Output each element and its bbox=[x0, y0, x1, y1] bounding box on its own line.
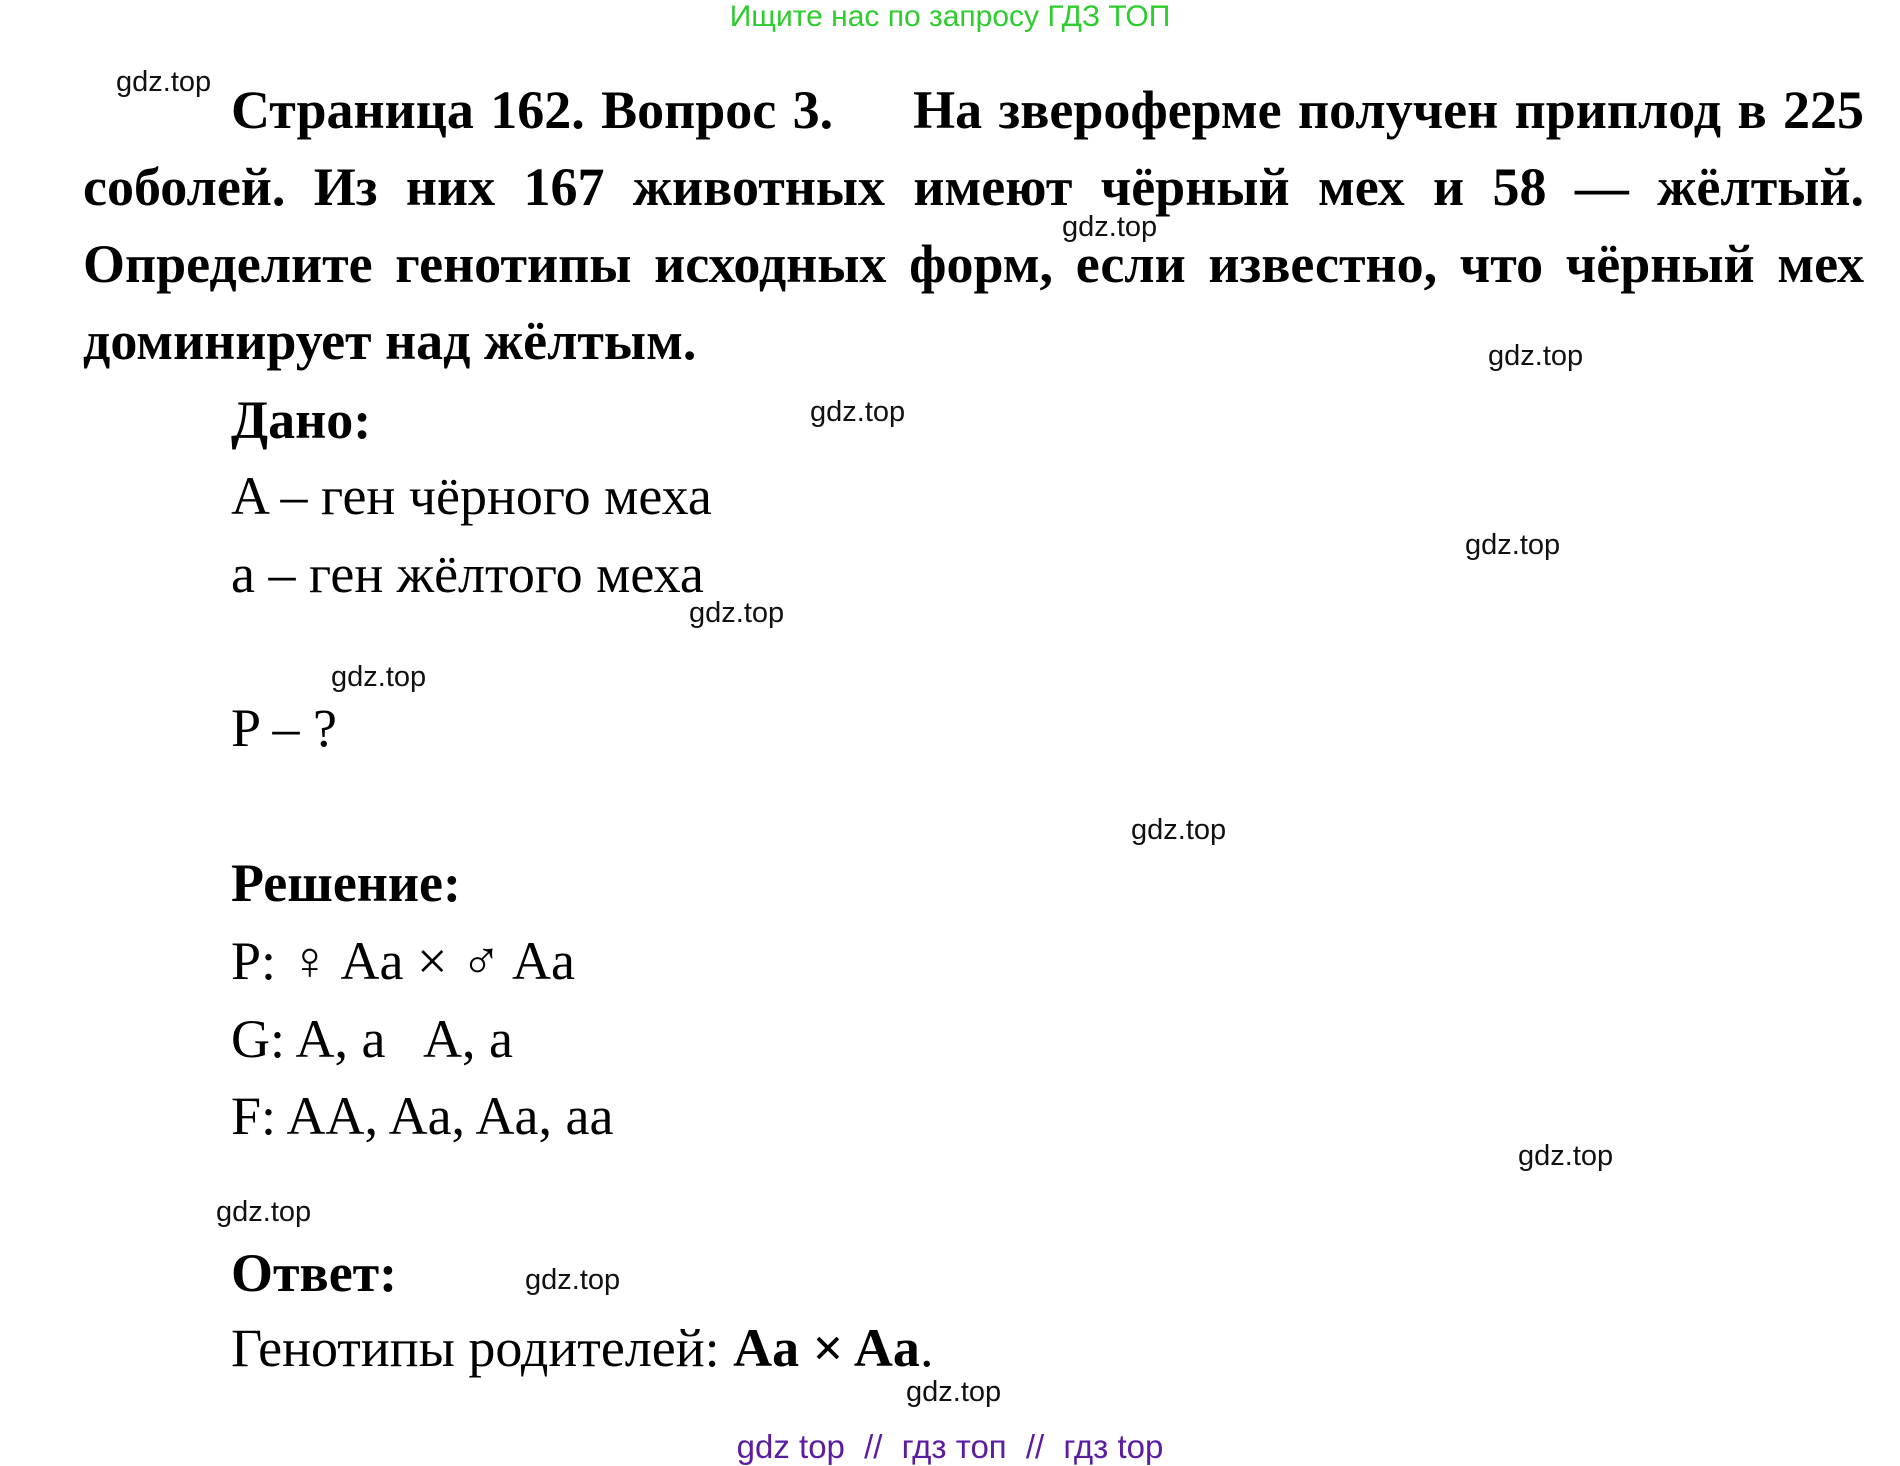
footer-links bbox=[0, 1428, 1900, 1466]
watermark: gdz.top bbox=[1465, 529, 1561, 561]
answer-prefix: Генотипы родителей: bbox=[231, 1318, 734, 1378]
watermark: gdz.top bbox=[810, 396, 906, 428]
watermark: gdz.top bbox=[331, 661, 427, 693]
find-line: P – ? bbox=[231, 698, 337, 758]
watermark: gdz.top bbox=[906, 1376, 1002, 1408]
watermark: gdz.top bbox=[1131, 814, 1227, 846]
footer-link[interactable]: гдз top bbox=[1063, 1428, 1164, 1465]
watermark: gdz.top bbox=[1488, 340, 1584, 372]
task-statement bbox=[83, 72, 1864, 380]
watermark: gdz.top bbox=[689, 597, 785, 629]
solution-line: F: AA, Aa, Aa, aa bbox=[231, 1086, 614, 1146]
task-title: Страница 162. Вопрос 3. bbox=[231, 80, 834, 140]
given-line: A – ген чёрного меха bbox=[231, 466, 712, 526]
answer-suffix: . bbox=[919, 1318, 934, 1378]
watermark: gdz.top bbox=[216, 1196, 312, 1228]
search-hint-link[interactable]: Ищите нас по запросу ГДЗ ТОП bbox=[729, 0, 1171, 33]
footer-link[interactable]: гдз топ bbox=[901, 1428, 1007, 1465]
footer-link[interactable]: gdz top bbox=[736, 1428, 845, 1465]
task-text: На звероферме получен приплод в 225 соболей. Из них 167 животных имеют чёрный мех и 58 — жёлтый. Определите генотипы исходных форм, если известно, что чёрный мех доминирует над жёлтым. bbox=[83, 80, 1864, 371]
footer-separator: // bbox=[1025, 1428, 1045, 1465]
given-label: Дано: bbox=[231, 390, 372, 450]
answer-label: Ответ: bbox=[231, 1243, 398, 1303]
solution-line: G: A, a A, a bbox=[231, 1009, 513, 1069]
watermark: gdz.top bbox=[1062, 211, 1158, 243]
watermark: gdz.top bbox=[525, 1264, 621, 1296]
given-line: a – ген жёлтого меха bbox=[231, 544, 704, 604]
solution-label: Решение: bbox=[231, 853, 461, 913]
watermark: gdz.top bbox=[116, 66, 212, 98]
answer-line bbox=[231, 1318, 933, 1378]
footer-separator: // bbox=[864, 1428, 883, 1465]
solution-line: P: ♀ Aa × ♂ Aa bbox=[231, 931, 575, 991]
watermark: gdz.top bbox=[1518, 1140, 1614, 1172]
answer-value: Aa × Aa bbox=[733, 1318, 920, 1378]
